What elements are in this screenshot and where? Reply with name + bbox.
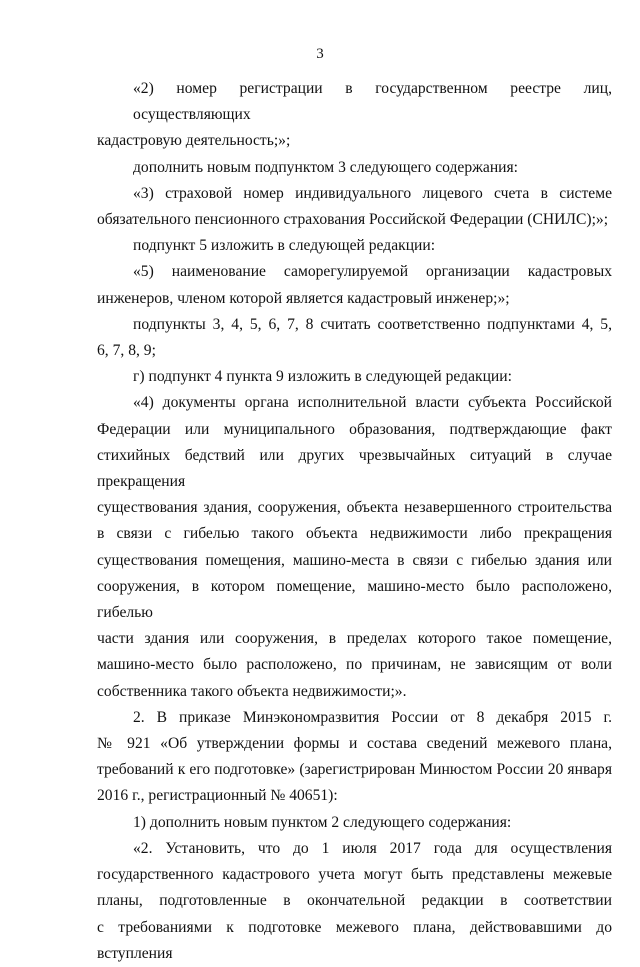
text-line: сооружения, в котором помещение, машино-место было расположено, гибелью (97, 577, 612, 622)
text-line: № 921 «Об утверждении формы и состава сведений межевого плана, (97, 735, 612, 753)
text-line: г) подпункт 4 пункта 9 изложить в следующей редакции: (133, 368, 512, 386)
text-line: подпункты 3, 4, 5, 6, 7, 8 считать соответственно подпунктами 4, 5, (133, 315, 612, 333)
text-line: существования помещения, машино-места в связи с гибелью здания или (97, 551, 612, 569)
text-line: подпункт 5 изложить в следующей редакции: (133, 237, 436, 255)
text-line: 6, 7, 8, 9; (97, 342, 156, 360)
text-line: «2. Установить, что до 1 июля 2017 года для осуществления (133, 839, 612, 857)
text-line: стихийных бедствий или других чрезвычайных ситуаций в случае прекращения (97, 446, 612, 491)
text-line: инженеров, членом которой является кадастровый инженер;»; (97, 289, 510, 307)
document-body (97, 76, 612, 967)
text-line: 2. В приказе Минэкономразвития России от 8 декабря 2015 г. (133, 708, 612, 726)
text-line: «5) наименование саморегулируемой организации кадастровых (133, 263, 612, 281)
text-line: «2) номер регистрации в государственном реестре лиц, осуществляющих (133, 80, 612, 124)
text-line: в связи с гибелью такого объекта недвижимости либо прекращения (97, 525, 612, 543)
text-line: части здания или сооружения, в пределах которого такое помещение, (97, 630, 612, 648)
text-line: 2016 г., регистрационный № 40651): (97, 787, 338, 805)
text-line: планы, подготовленные в окончательной редакции в соответствии (97, 892, 612, 910)
text-line: кадастровую деятельность;»; (97, 132, 291, 150)
text-line: требований к его подготовке» (зарегистрирован Минюстом России 20 января (97, 761, 612, 779)
text-line: «4) документы органа исполнительной власти субъекта Российской (133, 394, 612, 412)
text-line: существования здания, сооружения, объекта незавершенного строительства (97, 499, 612, 517)
text-line: государственного кадастрового учета могут быть представлены межевые (97, 866, 612, 884)
text-line: с требованиями к подготовке межевого плана, действовавшими до вступления (97, 918, 612, 962)
text-line: машино-место было расположено, по причинам, не зависящим от воли (97, 656, 612, 674)
text-line: дополнить новым подпунктом 3 следующего содержания: (133, 158, 519, 176)
text-line: собственника такого объекта недвижимости;». (97, 682, 407, 700)
text-line: «3) страховой номер индивидуального лицевого счета в системе (133, 184, 612, 202)
text-line: Федерации или муниципального образования, подтверждающие факт (97, 420, 612, 438)
page-number: 3 (316, 46, 324, 62)
text-line: обязательного пенсионного страхования Российской Федерации (СНИЛС);»; (97, 211, 609, 229)
text-line: 1) дополнить новым пунктом 2 следующего содержания: (133, 813, 512, 831)
